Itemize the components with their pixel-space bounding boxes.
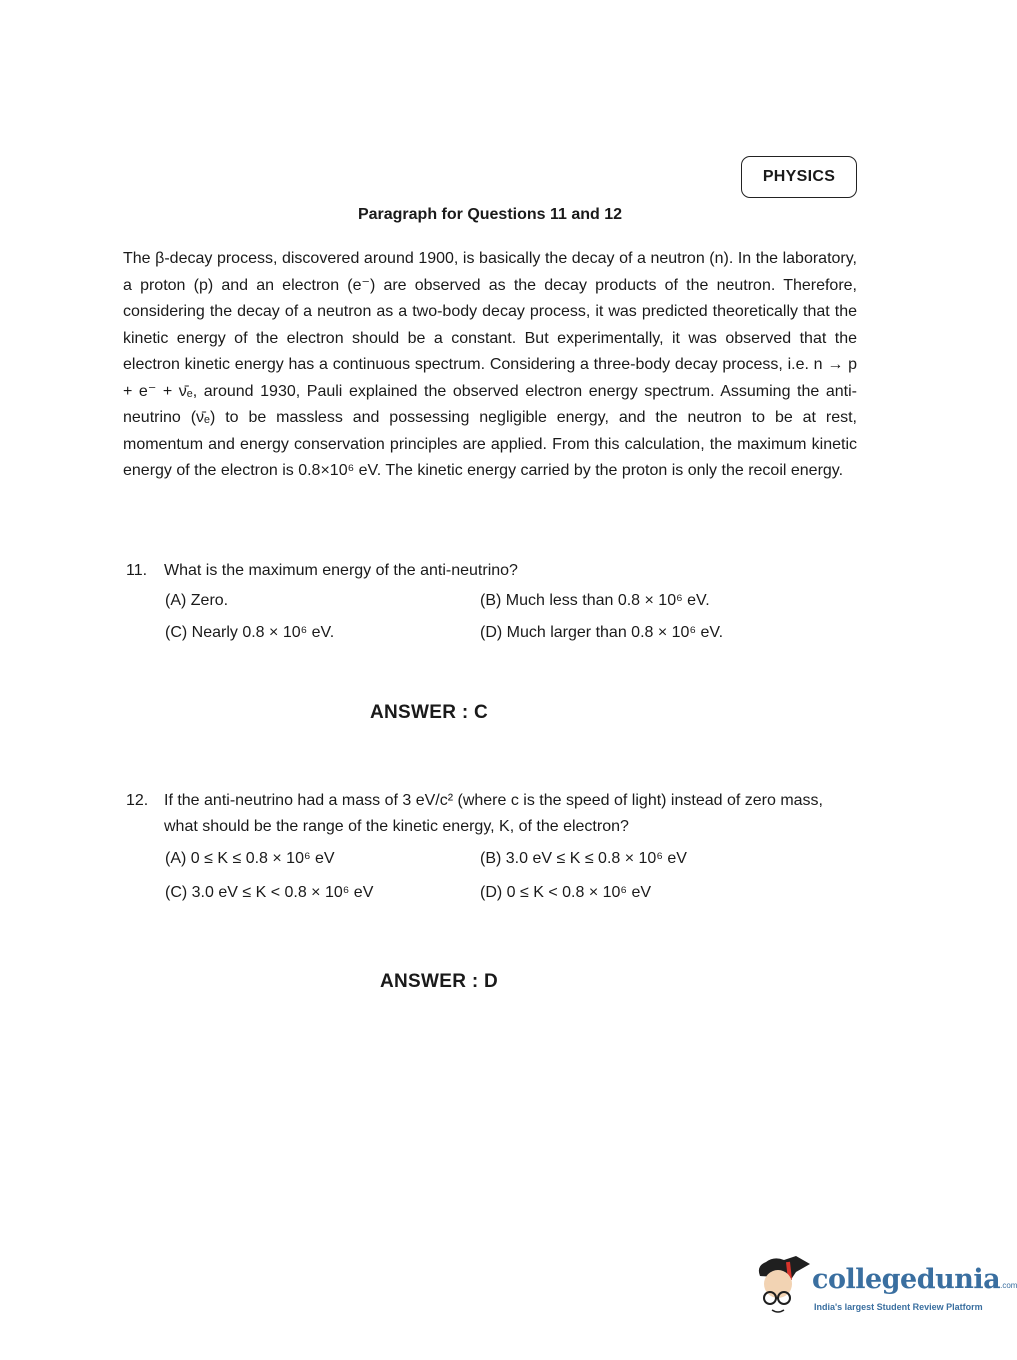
q12-option-b: (B) 3.0 eV ≤ K ≤ 0.8 × 10⁶ eV [480,850,687,867]
question-number: 12. [126,792,149,809]
collegedunia-mascot-icon [752,1254,812,1322]
question-11 [126,558,518,584]
subject-badge: PHYSICS [741,156,857,198]
paragraph-text: The β-decay process, discovered around 1900, is basically the decay of a neutron (n). In the laboratory, a proton (p) and an electron (e⁻) are observed as the decay products of the neutron. Therefore, considering the decay of a neutron as a two-body decay process, it was predicted theoretically that the kinetic energy of the electron should be a constant. But experimentally, it was observed that the electron kinetic energy has a continuous spectrum. Considering a three-body decay process, i.e. n → p + e⁻ + ν̄ₑ, around 1930, Pauli explained the observed electron energy spectrum. Assuming the anti-neutrino (ν̄ₑ) to be massless and possessing negligible energy, and the neutron to be at rest, momentum and energy conservation principles are applied. From this calculation, the maximum kinetic energy of the electron is 0.8×10⁶ eV. The kinetic energy carried by the proton is only the recoil energy. [123,250,857,479]
question-12 [126,788,866,840]
question-text-line1: If the anti-neutrino had a mass of 3 eV/c² (where c is the speed of light) instead of zero mass, [164,792,823,809]
paragraph-title: Paragraph for Questions 11 and 12 [357,206,623,223]
logo-tagline: India's largest Student Review Platform [814,1302,983,1312]
q12-option-a: (A) 0 ≤ K ≤ 0.8 × 10⁶ eV [165,850,335,867]
collegedunia-logo [812,1264,1017,1295]
q11-option-c: (C) Nearly 0.8 × 10⁶ eV. [165,624,335,641]
question-text-line2: what should be the range of the kinetic energy, K, of the electron? [164,818,629,835]
q12-answer: ANSWER : D [380,971,499,992]
question-number: 11. [126,562,148,579]
q11-option-b: (B) Much less than 0.8 × 10⁶ eV. [480,592,710,609]
q11-option-d: (D) Much larger than 0.8 × 10⁶ eV. [480,624,724,641]
logo-suffix: .com [1000,1281,1017,1290]
paragraph-body [123,246,857,485]
question-text: What is the maximum energy of the anti-neutrino? [164,562,518,579]
q12-option-d: (D) 0 ≤ K < 0.8 × 10⁶ eV [480,884,652,901]
q11-answer: ANSWER : C [370,702,489,723]
q12-option-c: (C) 3.0 eV ≤ K < 0.8 × 10⁶ eV [165,884,374,901]
q11-option-a: (A) Zero. [165,592,229,609]
logo-text: collegedunia [812,1264,1001,1295]
